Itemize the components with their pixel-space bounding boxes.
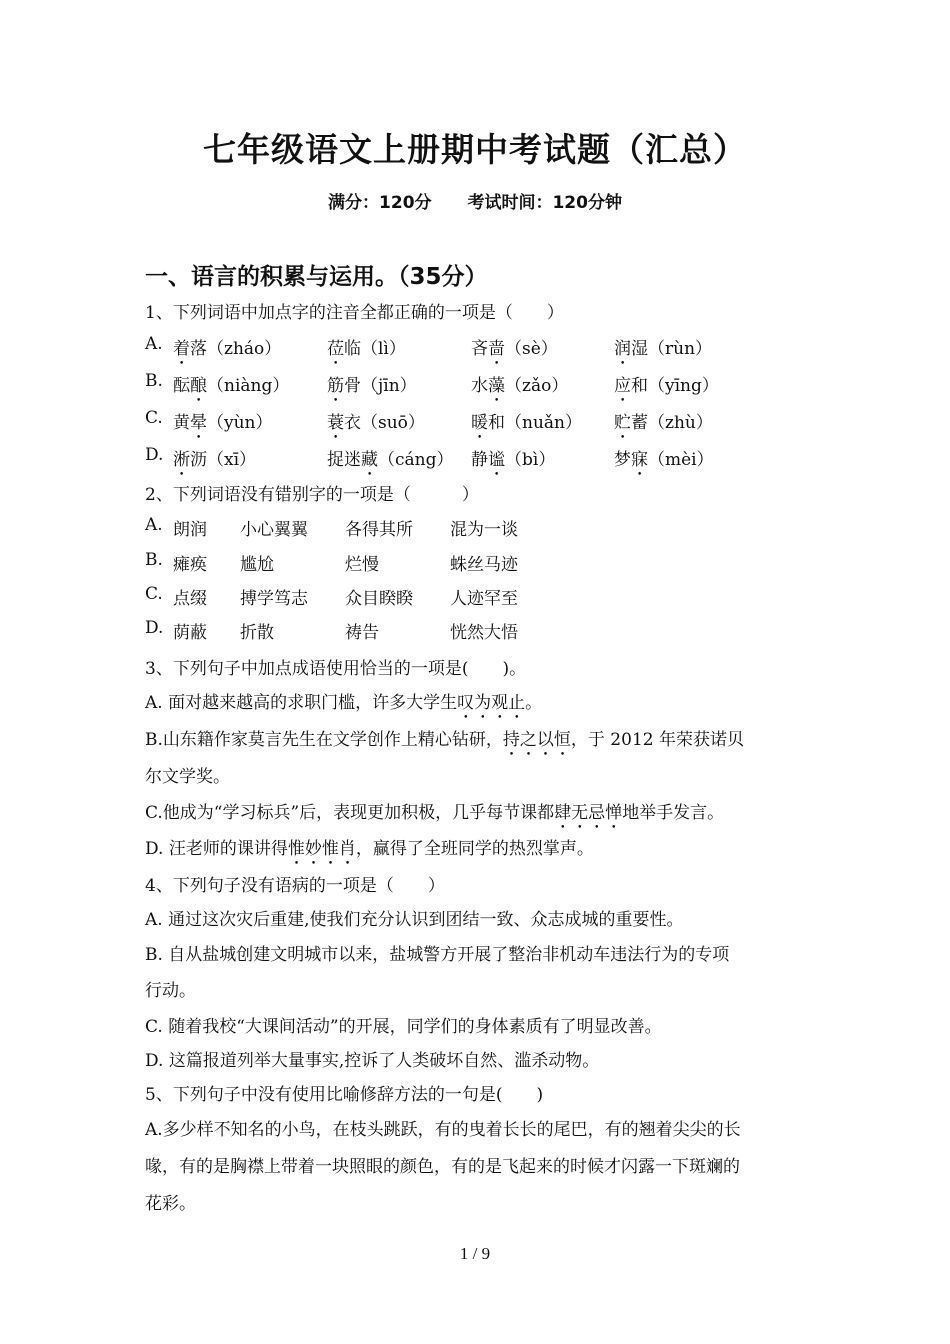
- option-item: 众目睽睽: [345, 589, 413, 609]
- option-item: 黄晕（yùn）: [173, 413, 273, 433]
- option-item: 淅沥（xī）: [173, 450, 257, 470]
- question-3-stem: 3、下列句子中加点成语使用恰当的一项是( )。: [145, 659, 527, 679]
- option-item: 应和（yīng）: [614, 376, 719, 396]
- question-5-stem: 5、下列句子中没有使用比喻修辞方法的一句是( ): [145, 1085, 544, 1105]
- question-4-option-b: B. 自从盐城创建文明城市以来，盐城警方开展了整治非机动车违法行为的专项: [145, 945, 730, 965]
- option-label: B.: [145, 371, 163, 391]
- option-item: 恍然大悟: [450, 623, 518, 643]
- option-item: 吝啬（sè）: [471, 339, 558, 359]
- page-title: 七年级语文上册期中考试题（汇总）: [203, 130, 747, 169]
- question-1-stem: 1、下列词语中加点字的注音全都正确的一项是（ ）: [145, 303, 564, 323]
- option-item: 水藻（zǎo）: [471, 376, 569, 396]
- option-item: 各得其所: [345, 520, 413, 540]
- option-label: C.: [145, 408, 163, 428]
- option-item: 小心翼翼: [240, 520, 308, 540]
- option-item: 蛛丝马迹: [450, 555, 518, 575]
- question-3-option-d: D. 汪老师的课讲得惟妙惟肖，赢得了全班同学的热烈掌声。: [145, 839, 594, 859]
- question-5-option-a-cont: 喙，有的是胸襟上带着一块照眼的颜色，有的是飞起来的时候才闪露一下斑斓的: [145, 1157, 740, 1177]
- option-item: 瘫痪: [173, 555, 207, 575]
- question-5-option-a: A.多少样不知名的小鸟，在枝头跳跃，有的曳着长长的尾巴，有的翘着尖尖的长: [145, 1120, 741, 1140]
- option-item: 混为一谈: [450, 520, 518, 540]
- option-item: 烂慢: [345, 555, 379, 575]
- option-item: 折散: [240, 623, 274, 643]
- option-item: 暖和（nuǎn）: [471, 413, 582, 433]
- question-3-option-a: A. 面对越来越高的求职门槛，许多大学生叹为观止。: [145, 693, 543, 713]
- option-item: 荫蔽: [173, 623, 207, 643]
- option-label: B.: [145, 550, 163, 570]
- question-5-option-a-cont-2: 花彩。: [145, 1194, 196, 1214]
- option-item: 捉迷藏（cáng）: [327, 450, 454, 470]
- question-4-option-d: D. 这篇报道列举大量事实,控诉了人类破坏自然、滥杀动物。: [145, 1051, 600, 1071]
- question-4-option-c: C. 随着我校“大课间活动”的开展，同学们的身体素质有了明显改善。: [145, 1017, 662, 1037]
- option-item: 润湿（rùn）: [614, 339, 713, 359]
- option-item: 着落（zháo）: [173, 339, 282, 359]
- section-heading: 一、语言的积累与运用。（35分）: [145, 264, 488, 290]
- option-label: D.: [145, 618, 164, 638]
- full-score: 满分：120分: [328, 193, 432, 213]
- option-label: D.: [145, 445, 164, 465]
- page-number: 1 / 9: [459, 1244, 491, 1263]
- option-item: 贮蓄（zhù）: [614, 413, 713, 433]
- question-3-option-b: B.山东籍作家莫言先生在文学创作上精心钻研，持之以恒，于 2012 年荣获诺贝: [145, 730, 744, 750]
- option-label: A.: [145, 515, 163, 535]
- option-item: 祷告: [345, 623, 379, 643]
- question-4-option-a: A. 通过这次灾后重建,使我们充分认识到团结一致、众志成城的重要性。: [145, 910, 684, 930]
- option-item: 尴尬: [240, 555, 274, 575]
- option-label: C.: [145, 584, 163, 604]
- option-item: 搏学笃志: [240, 589, 308, 609]
- option-item: 人迹罕至: [450, 589, 518, 609]
- option-item: 静谧（bì）: [471, 450, 556, 470]
- question-3-option-c: C.他成为“学习标兵”后，表现更加积极，几乎每节课都肆无忌惮地举手发言。: [145, 803, 725, 823]
- option-item: 蓑衣（suō）: [327, 413, 425, 433]
- option-label: A.: [145, 334, 163, 354]
- option-item: 朗润: [173, 520, 207, 540]
- exam-info: [0, 188, 950, 213]
- option-item: 梦寐（mèi）: [614, 450, 714, 470]
- question-3-option-b-cont: 尔文学奖。: [145, 767, 230, 787]
- option-item: 点缀: [173, 589, 207, 609]
- option-item: 筋骨（jīn）: [327, 376, 417, 396]
- question-4-option-b-cont: 行动。: [145, 981, 196, 1001]
- option-item: 酝酿（niàng）: [173, 376, 290, 396]
- question-4-stem: 4、下列句子没有语病的一项是（ ）: [145, 876, 445, 896]
- option-item: 莅临（lì）: [327, 339, 406, 359]
- exam-time: 考试时间：120分钟: [467, 193, 622, 213]
- question-2-stem: 2、下列词语没有错别字的一项是（ ）: [145, 485, 479, 505]
